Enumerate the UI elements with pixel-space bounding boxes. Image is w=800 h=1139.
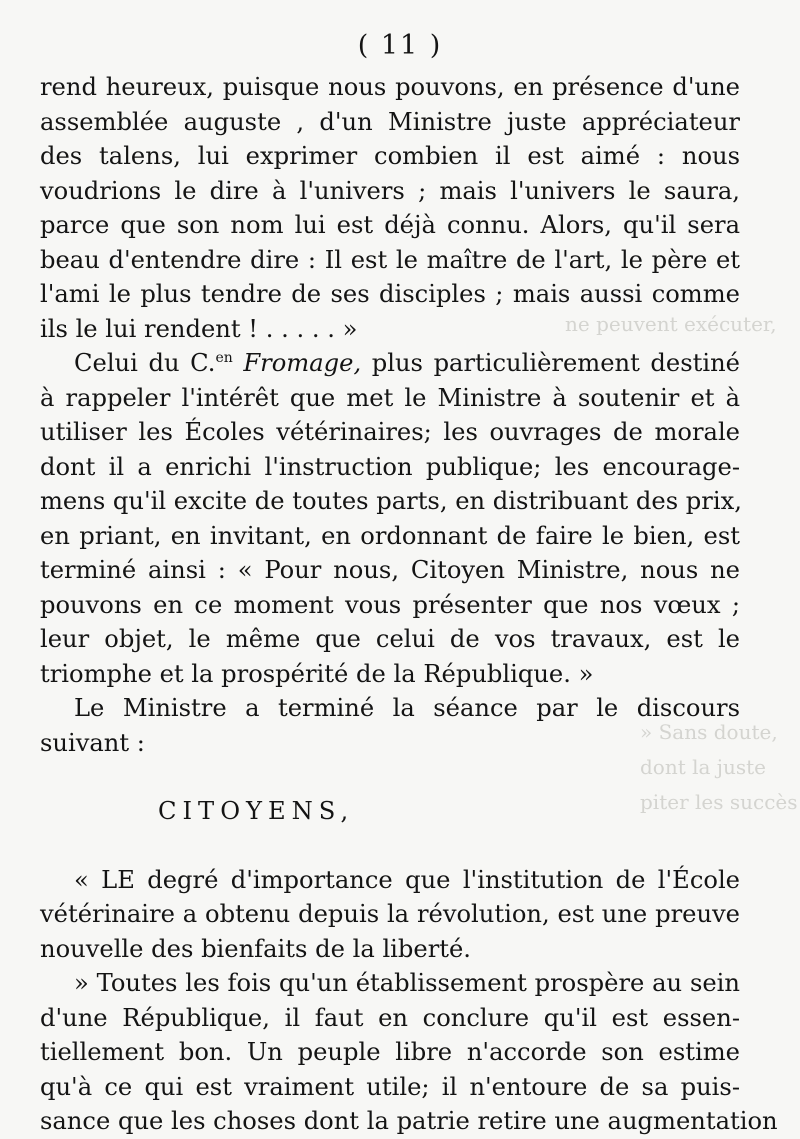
- text-line: d'une République, il faut en conclure qu'il est essen-: [40, 1003, 740, 1032]
- text-line: beau d'entendre dire : Il est le maître de l'art, le père et: [40, 245, 740, 274]
- text-line: voudrions le dire à l'univers ; mais l'univers le saura,: [40, 176, 740, 205]
- text-segment: Celui du C.: [74, 349, 216, 377]
- text-line: nouvelle des bienfaits de la liberté.: [40, 934, 471, 963]
- text-line: à rappeler l'intérêt que met le Ministre à soutenir et à: [40, 383, 740, 412]
- spacer: [40, 760, 740, 794]
- body-text: [40, 70, 778, 1139]
- text-line: leur objet, le même que celui de vos travaux, est le: [40, 625, 740, 653]
- text-line: rend heureux, puisque nous pouvons, en présence d'une: [40, 73, 740, 101]
- paragraph-first-line: [40, 346, 740, 381]
- text-line: l'ami le plus tendre de ses disciples ; mais aussi comme: [40, 280, 740, 308]
- show-through-text: dont la juste: [640, 755, 767, 779]
- spacer: [40, 829, 740, 863]
- paragraph-first-line: » Toutes les fois qu'un établissement prospère au sein: [74, 969, 740, 997]
- text-line: ils le lui rendent ! . . . . . »: [40, 314, 358, 343]
- text-line: en priant, en invitant, en ordonnant de faire le bien, est: [40, 521, 740, 550]
- show-through-text: ne peuvent exécuter,: [565, 312, 777, 336]
- superscript: en: [215, 349, 233, 366]
- italic-name: Fromage,: [232, 349, 362, 377]
- text-line: utiliser les Écoles vétérinaires; les ouvrages de morale: [40, 418, 740, 446]
- text-segment: plus particulièrement destiné: [361, 349, 740, 377]
- paragraph-first-line: Le Ministre a terminé la séance par le discours: [74, 694, 740, 722]
- page-number: ( 11 ): [357, 30, 443, 61]
- show-through-text: piter les succès: [640, 790, 798, 814]
- speech-salutation: CITOYENS,: [158, 797, 355, 825]
- text-line: des talens, lui exprimer combien il est aimé : nous: [40, 142, 740, 170]
- text-line: sance que les choses dont la patrie retire une augmentation: [40, 1107, 778, 1135]
- text-line: pouvons en ce moment vous présenter que nos vœux ;: [40, 590, 740, 619]
- show-through-text: » Sans doute,: [640, 720, 778, 744]
- text-line: dont il a enrichi l'instruction publique; les encourage-: [40, 452, 740, 481]
- text-line: suivant :: [40, 728, 145, 757]
- text-line: parce que son nom lui est déjà connu. Alors, qu'il sera: [40, 211, 740, 239]
- text-line: mens qu'il excite de toutes parts, en distribuant des prix,: [40, 487, 742, 515]
- text-line: vétérinaire a obtenu depuis la révolution, est une preuve: [40, 900, 740, 928]
- text-line: tiellement bon. Un peuple libre n'accorde son estime: [40, 1038, 740, 1066]
- text-line: assemblée auguste , d'un Ministre juste appréciateur: [40, 107, 740, 136]
- text-line: qu'à ce qui est vraiment utile; il n'entoure de sa puis-: [40, 1072, 740, 1101]
- text-line: terminé ainsi : « Pour nous, Citoyen Ministre, nous ne: [40, 556, 740, 584]
- text-line: triomphe et la prospérité de la République. »: [40, 659, 594, 688]
- paragraph-first-line: « LE degré d'importance que l'institution de l'École: [74, 865, 740, 894]
